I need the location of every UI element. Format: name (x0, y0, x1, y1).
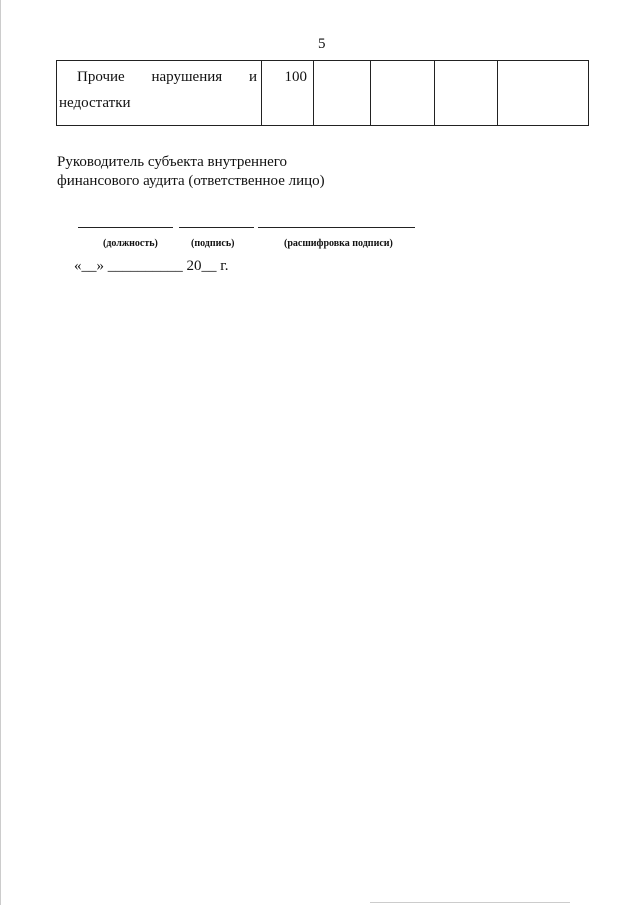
date-line: «__» __________ 20__ г. (74, 258, 229, 274)
page-number: 5 (318, 36, 326, 52)
description-word: Прочие (77, 69, 125, 85)
description-line-2: недостатки (59, 95, 131, 111)
bottom-scan-edge (370, 902, 570, 903)
empty-cell (435, 61, 498, 126)
decoding-underline (258, 227, 415, 228)
decoding-caption: (расшифровка подписи) (284, 238, 393, 249)
signature-heading-line-1: Руководитель субъекта внутреннего (57, 154, 288, 170)
description-word: и (248, 69, 257, 85)
empty-cell (371, 61, 435, 126)
position-underline (78, 227, 173, 228)
value-cell (262, 61, 314, 126)
signature-caption: (подпись) (191, 238, 235, 249)
description-line-1 (77, 69, 257, 86)
signature-heading (57, 153, 325, 191)
signature-heading-line-2: финансового аудита (ответственное лицо) (57, 173, 325, 189)
empty-cell (314, 61, 371, 126)
table-row (57, 61, 589, 126)
description-word: нарушения (151, 69, 223, 85)
value-text: 100 (284, 69, 307, 85)
description-cell (57, 61, 262, 126)
signature-underline (179, 227, 254, 228)
position-caption: (должность) (103, 238, 158, 249)
left-scan-edge (0, 0, 1, 905)
violations-table (56, 60, 589, 126)
empty-cell (498, 61, 589, 126)
